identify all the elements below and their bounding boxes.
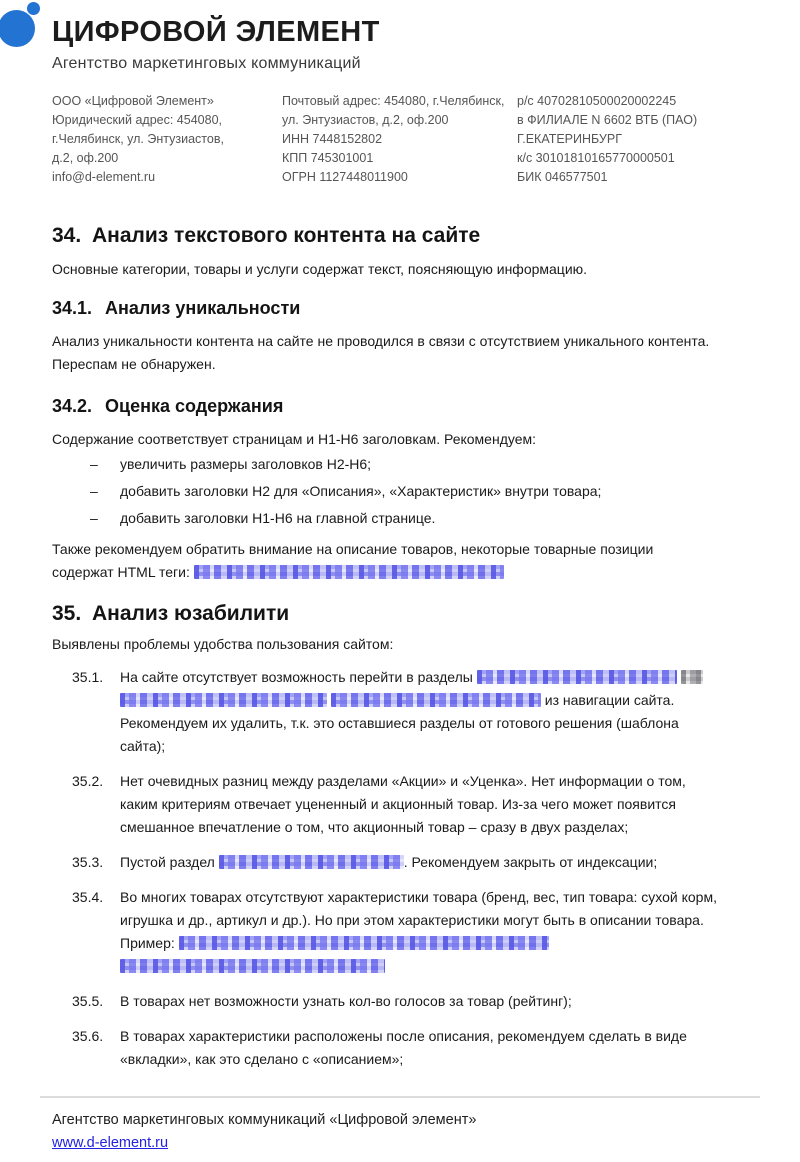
redacted-link[interactable]	[477, 670, 677, 684]
issue-text	[120, 886, 750, 978]
redacted-link[interactable]	[120, 959, 385, 973]
section-number: 35.	[52, 602, 82, 625]
brand-title: ЦИФРОВОЙ ЭЛЕМЕНТ	[52, 16, 380, 48]
contact-line: д.2, оф.200	[52, 151, 119, 165]
redacted-link[interactable]	[179, 936, 549, 950]
logo-dot-icon	[27, 2, 40, 15]
issue-text-part: из навигации сайта. Рекомендуем их удалить, т.к. это оставшиеся разделы от готового решения (шаблона сайта);	[120, 692, 679, 754]
section-title: Анализ уникальности	[105, 298, 301, 318]
issue-item-35-2	[52, 770, 760, 839]
redacted-link[interactable]	[219, 855, 404, 869]
contacts-block	[0, 92, 800, 187]
redacted-link[interactable]	[194, 565, 504, 579]
issue-number: 35.5.	[72, 993, 104, 1009]
footer-agency-name: Агентство маркетинговых коммуникаций «Цифровой элемент»	[52, 1112, 477, 1128]
section-34-2-intro: Содержание соответствует страницам и H1-H6 заголовкам. Рекомендуем:	[52, 431, 537, 447]
contacts-postal	[282, 92, 517, 187]
list-item	[52, 453, 760, 476]
contacts-bank	[517, 92, 760, 187]
dash-marker: –	[90, 456, 98, 472]
issue-text-part: . Рекомендуем закрыть от индексации;	[403, 854, 658, 870]
issue-item-35-3	[52, 851, 760, 874]
contact-line: КПП 745301001	[282, 151, 374, 165]
list-item-text: добавить заголовки H1-H6 на главной странице.	[120, 510, 436, 526]
issue-text: В товарах нет возможности узнать кол-во голосов за товар (рейтинг);	[120, 993, 572, 1009]
contact-line: в ФИЛИАЛЕ N 6602 ВТБ (ПАО)	[517, 113, 698, 127]
section-34-intro: Основные категории, товары и услуги содержат текст, поясняющую информацию.	[52, 261, 588, 277]
redacted-fragment	[681, 670, 703, 684]
section-35-intro: Выявлены проблемы удобства пользования сайтом:	[52, 636, 394, 652]
footer-website-link[interactable]: www.d-element.ru	[52, 1135, 169, 1151]
contact-line: Почтовый адрес: 454080, г.Челябинск,	[282, 94, 505, 108]
usability-issues-list	[52, 666, 760, 1071]
issue-number: 35.1.	[72, 669, 104, 685]
contact-email: info@d-element.ru	[52, 170, 156, 184]
contact-line: ООО «Цифровой Элемент»	[52, 94, 214, 108]
issue-number: 35.4.	[72, 889, 104, 905]
redacted-link[interactable]	[120, 693, 327, 707]
contact-line: г.Челябинск, ул. Энтузиастов,	[52, 132, 224, 146]
issue-item-35-1	[52, 666, 760, 758]
issue-item-35-4	[52, 886, 760, 978]
recommendations-list	[52, 453, 760, 530]
issue-number: 35.6.	[72, 1028, 104, 1044]
contacts-legal	[52, 92, 282, 187]
section-34-2-heading	[52, 395, 760, 418]
issue-text	[120, 666, 720, 758]
issue-text-part: Во многих товарах отсутствуют характеристики товара (бренд, вес, тип товара: сухой корм, игрушка и др., артикул и др.). Но при этом характеристики могут быть в описании товара. Пример:	[120, 889, 717, 951]
note-text: Также рекомендуем обратить внимание на описание товаров, некоторые товарные позиции содержат HTML теги:	[52, 541, 654, 580]
list-item-text: добавить заголовки H2 для «Описания», «Характеристик» внутри товара;	[120, 483, 602, 499]
list-item-text: увеличить размеры заголовков H2-H6;	[120, 456, 372, 472]
section-title: Оценка содержания	[105, 396, 284, 416]
issue-text: Нет очевидных разниц между разделами «Акции» и «Уценка». Нет информации о том, каким критериям отвечает уцененный и акционный товар. Из-за чего может появится смешанное впечатление о том, что акционный товар – сразу в двух разделах;	[120, 773, 686, 835]
section-35-heading	[52, 600, 760, 627]
section-number: 34.	[52, 224, 82, 247]
issue-item-35-5	[52, 990, 760, 1013]
issue-number: 35.3.	[72, 854, 104, 870]
contact-line: Г.ЕКАТЕРИНБУРГ	[517, 132, 622, 146]
contact-line: БИК 046577501	[517, 170, 608, 184]
issue-number: 35.2.	[72, 773, 104, 789]
contact-line: к/с 30101810165770000501	[517, 151, 675, 165]
list-item	[52, 480, 760, 503]
redacted-link[interactable]	[331, 693, 541, 707]
header	[0, 0, 800, 75]
section-34-1-heading	[52, 297, 760, 320]
dash-marker: –	[90, 483, 98, 499]
contact-line: Юридический адрес: 454080,	[52, 113, 222, 127]
issue-text-part: Пустой раздел	[120, 854, 219, 870]
section-34-heading	[52, 222, 760, 249]
section-number: 34.2.	[52, 396, 93, 416]
section-number: 34.1.	[52, 298, 93, 318]
contact-line: ул. Энтузиастов, д.2, оф.200	[282, 113, 449, 127]
section-34-1-body: Анализ уникальности контента на сайте не проводился в связи с отсутствием уникального контента. Переспам не обнаружен.	[52, 333, 710, 372]
issue-text-part: На сайте отсутствует возможность перейти в разделы	[120, 669, 477, 685]
section-34-2-note	[52, 538, 712, 584]
contact-line: ИНН 7448152802	[282, 132, 383, 146]
issue-text	[120, 851, 720, 874]
brand-subtitle: Агентство маркетинговых коммуникаций	[52, 55, 361, 72]
section-title: Анализ юзабилити	[92, 602, 290, 625]
list-item	[52, 507, 760, 530]
contact-line: р/с 40702810500020002245	[517, 94, 677, 108]
issue-text: В товарах характеристики расположены после описания, рекомендуем сделать в виде «вкладки», как это сделано с «описанием»;	[120, 1028, 687, 1067]
section-title: Анализ текстового контента на сайте	[92, 224, 481, 247]
issue-item-35-6	[52, 1025, 760, 1071]
contact-line: ОГРН 1127448011900	[282, 170, 408, 184]
dash-marker: –	[90, 510, 98, 526]
main-content	[0, 222, 800, 1071]
footer	[40, 1096, 760, 1155]
